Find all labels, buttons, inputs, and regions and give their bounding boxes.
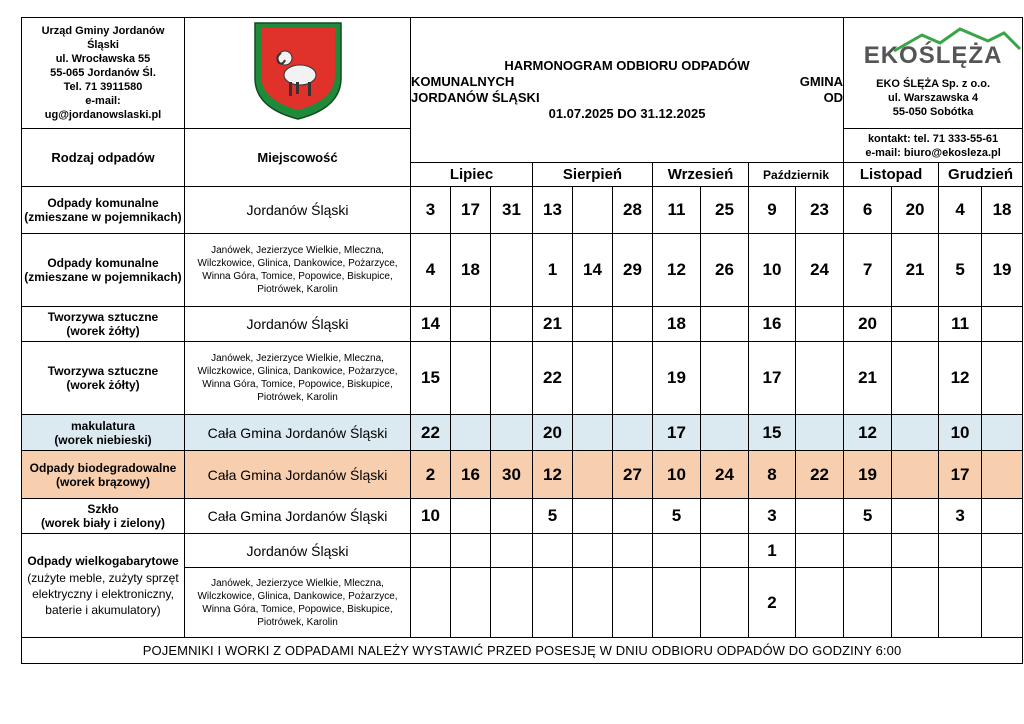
day-cell: 10 [653, 451, 701, 499]
location-cell: Jordanów Śląski [185, 534, 411, 568]
day-cell: 19 [982, 234, 1023, 307]
day-cell [451, 499, 491, 534]
waste-type-label: Odpady wielkogabarytowe [27, 553, 179, 568]
day-cell [573, 307, 613, 342]
day-cell: 18 [982, 187, 1023, 234]
day-cell [892, 499, 939, 534]
day-cell [701, 342, 749, 415]
waste-type-label: makulatura [70, 418, 136, 433]
day-cell [451, 534, 491, 568]
day-cell: 22 [533, 342, 573, 415]
day-cell [613, 499, 653, 534]
day-cell [982, 342, 1023, 415]
day-cell [451, 568, 491, 638]
day-cell: 17 [451, 187, 491, 234]
waste-type-cell [22, 187, 185, 234]
day-cell: 3 [411, 187, 451, 234]
day-cell [982, 415, 1023, 451]
waste-type-label: Odpady komunalne [47, 256, 159, 270]
day-cell: 19 [653, 342, 701, 415]
office-email-label: e-mail: [85, 95, 121, 107]
day-cell: 18 [451, 234, 491, 307]
day-cell: 4 [411, 234, 451, 307]
day-cell [939, 568, 982, 638]
schedule-document [21, 17, 1014, 662]
day-cell: 21 [892, 234, 939, 307]
month-header-pazdziernik: Październik [749, 163, 844, 187]
table-row [22, 307, 1023, 342]
day-cell: 16 [451, 451, 491, 499]
day-cell [796, 415, 844, 451]
location-cell: Jordanów Śląski [185, 187, 411, 234]
location-cell: Cała Gmina Jordanów Śląski [185, 499, 411, 534]
table-row [22, 187, 1023, 234]
day-cell [892, 451, 939, 499]
month-header-sierpien: Sierpień [533, 163, 653, 187]
day-cell [613, 342, 653, 415]
day-cell: 13 [533, 187, 573, 234]
day-cell: 20 [533, 415, 573, 451]
day-cell [533, 568, 573, 638]
day-cell [939, 534, 982, 568]
footer-notice: POJEMNIKI I WORKI Z ODPADAMI NALEŻY WYSTAWIĆ PRZED POSESJĘ W DNIU ODBIORU ODPADÓW DO GODZINY 6:00 [22, 638, 1023, 664]
day-cell: 31 [491, 187, 533, 234]
day-cell: 12 [844, 415, 892, 451]
waste-type-cell [22, 307, 185, 342]
day-cell: 3 [749, 499, 796, 534]
waste-type-cell [22, 534, 185, 638]
day-cell [982, 307, 1023, 342]
day-cell [796, 499, 844, 534]
day-cell [491, 568, 533, 638]
day-cell [844, 568, 892, 638]
company-email: e-mail: biuro@ekosleza.pl [865, 146, 1001, 159]
title-line2-left: KOMUNALNYCH [411, 74, 515, 89]
day-cell [613, 534, 653, 568]
day-cell [573, 534, 613, 568]
title-line3-right: OD [823, 90, 844, 105]
day-cell [451, 307, 491, 342]
day-cell [613, 307, 653, 342]
day-cell: 16 [749, 307, 796, 342]
day-cell: 20 [892, 187, 939, 234]
waste-type-sub: (zmieszane w pojemnikach) [24, 270, 182, 284]
day-cell [892, 568, 939, 638]
office-name-line1: Urząd Gminy Jordanów [41, 25, 165, 37]
day-cell [411, 534, 451, 568]
day-cell: 17 [749, 342, 796, 415]
office-city: 55-065 Jordanów Śl. [50, 67, 156, 79]
day-cell: 21 [844, 342, 892, 415]
location-cell: Cała Gmina Jordanów Śląski [185, 415, 411, 451]
waste-type-cell [22, 234, 185, 307]
day-cell [796, 534, 844, 568]
waste-type-sub: (worek niebieski) [54, 432, 152, 447]
municipal-office-info [22, 18, 185, 129]
day-cell: 9 [749, 187, 796, 234]
day-cell [892, 534, 939, 568]
location-cell: Jordanów Śląski [185, 307, 411, 342]
day-cell: 5 [939, 234, 982, 307]
day-cell [701, 307, 749, 342]
coat-of-arms-icon [252, 20, 344, 122]
day-cell: 21 [533, 307, 573, 342]
coat-of-arms-cell [185, 18, 411, 129]
month-header-listopad: Listopad [844, 163, 939, 187]
day-cell [573, 451, 613, 499]
office-phone: Tel. 71 3911580 [63, 81, 143, 93]
day-cell [573, 342, 613, 415]
table-row [22, 451, 1023, 499]
day-cell: 23 [796, 187, 844, 234]
office-name-line2: Śląski [87, 39, 119, 51]
day-cell [451, 342, 491, 415]
waste-type-label: Szkło [87, 502, 119, 516]
day-cell: 14 [573, 234, 613, 307]
table-row [22, 534, 1023, 568]
day-cell [491, 307, 533, 342]
day-cell: 12 [533, 451, 573, 499]
day-cell: 22 [796, 451, 844, 499]
title-line2-right: GMINA [799, 74, 844, 89]
day-cell [653, 534, 701, 568]
day-cell [491, 342, 533, 415]
day-cell: 14 [411, 307, 451, 342]
day-cell: 26 [701, 234, 749, 307]
title-line3-left: JORDANÓW ŚLĄSKI [411, 90, 540, 105]
day-cell: 11 [653, 187, 701, 234]
day-cell: 1 [749, 534, 796, 568]
day-cell [491, 234, 533, 307]
table-row [22, 234, 1023, 307]
day-cell: 5 [653, 499, 701, 534]
day-cell: 6 [844, 187, 892, 234]
waste-type-sub: (worek żółty) [66, 378, 140, 392]
waste-type-sub: (worek biały i zielony) [40, 516, 166, 530]
day-cell [701, 534, 749, 568]
day-cell: 10 [749, 234, 796, 307]
day-cell [573, 499, 613, 534]
day-cell: 19 [844, 451, 892, 499]
month-header-grudzien: Grudzień [939, 163, 1023, 187]
location-cell: Janówek, Jezierzyce Wielkie, Mleczna, Wilczkowice, Glinica, Dankowice, Pożarzyce, Winna Góra, Tomice, Popowice, Biskupice, Piotrówek, Karolin [185, 234, 411, 307]
waste-type-sub: (zmieszane w pojemnikach) [24, 210, 182, 224]
schedule-table [21, 17, 1023, 664]
day-cell [701, 415, 749, 451]
day-cell [451, 415, 491, 451]
day-cell: 8 [749, 451, 796, 499]
company-phone: kontakt: tel. 71 333-55-61 [867, 132, 999, 145]
day-cell: 20 [844, 307, 892, 342]
day-cell [491, 499, 533, 534]
header-location: Miejscowość [185, 129, 411, 187]
day-cell [796, 342, 844, 415]
location-cell: Janówek, Jezierzyce Wielkie, Mleczna, Wilczkowice, Glinica, Dankowice, Pożarzyce, Winna Góra, Tomice, Popowice, Biskupice, Piotrówek, Karolin [185, 342, 411, 415]
day-cell [982, 568, 1023, 638]
day-cell: 5 [844, 499, 892, 534]
day-cell [892, 307, 939, 342]
waste-type-label: Odpady biodegradowalne (worek brązowy) [29, 460, 177, 489]
day-cell [533, 534, 573, 568]
day-cell: 12 [939, 342, 982, 415]
day-cell: 11 [939, 307, 982, 342]
day-cell: 27 [613, 451, 653, 499]
day-cell [844, 534, 892, 568]
day-cell [982, 451, 1023, 499]
day-cell: 28 [613, 187, 653, 234]
day-cell: 15 [411, 342, 451, 415]
month-header-lipiec: Lipiec [411, 163, 533, 187]
day-cell [796, 568, 844, 638]
day-cell: 30 [491, 451, 533, 499]
title-line1: HARMONOGRAM ODBIORU ODPADÓW [504, 58, 750, 73]
day-cell: 24 [796, 234, 844, 307]
schedule-title [411, 18, 844, 163]
header-waste-type: Rodzaj odpadów [22, 129, 185, 187]
office-email: ug@jordanowslaski.pl [44, 109, 162, 121]
title-date-range: 01.07.2025 DO 31.12.2025 [548, 106, 706, 121]
day-cell: 7 [844, 234, 892, 307]
day-cell: 25 [701, 187, 749, 234]
day-cell: 15 [749, 415, 796, 451]
waste-type-label: Tworzywa sztuczne [47, 364, 159, 378]
day-cell: 2 [749, 568, 796, 638]
day-cell [701, 568, 749, 638]
day-cell [613, 568, 653, 638]
day-cell [491, 534, 533, 568]
day-cell: 17 [939, 451, 982, 499]
month-header-wrzesien: Wrzesień [653, 163, 749, 187]
company-street: ul. Warszawska 4 [888, 92, 979, 104]
day-cell: 17 [653, 415, 701, 451]
day-cell: 5 [533, 499, 573, 534]
day-cell [982, 534, 1023, 568]
company-contact [844, 129, 1023, 163]
day-cell: 29 [613, 234, 653, 307]
waste-type-cell [22, 499, 185, 534]
day-cell: 22 [411, 415, 451, 451]
company-logo-text: EKOŚLĘŻA [863, 42, 1003, 69]
day-cell: 12 [653, 234, 701, 307]
day-cell: 18 [653, 307, 701, 342]
table-row [22, 499, 1023, 534]
day-cell [701, 499, 749, 534]
waste-type-cell [22, 342, 185, 415]
company-city: 55-050 Sobótka [892, 106, 974, 118]
waste-type-label: Odpady komunalne [47, 196, 159, 210]
day-cell: 10 [939, 415, 982, 451]
day-cell [573, 568, 613, 638]
table-row [22, 342, 1023, 415]
waste-type-cell [22, 451, 185, 499]
day-cell [982, 499, 1023, 534]
waste-type-cell [22, 415, 185, 451]
day-cell [653, 568, 701, 638]
day-cell: 1 [533, 234, 573, 307]
company-logo [844, 27, 1022, 77]
day-cell [491, 415, 533, 451]
day-cell [573, 187, 613, 234]
day-cell: 24 [701, 451, 749, 499]
day-cell [411, 568, 451, 638]
waste-type-sub: (zużyte meble, zużyty sprzęt elektryczny i elektroniczny, baterie i akumulatory) [27, 570, 179, 617]
day-cell [573, 415, 613, 451]
company-info [844, 18, 1023, 129]
day-cell [892, 342, 939, 415]
waste-type-label: Tworzywa sztuczne [47, 310, 159, 324]
day-cell [613, 415, 653, 451]
day-cell: 3 [939, 499, 982, 534]
table-row [22, 415, 1023, 451]
day-cell: 10 [411, 499, 451, 534]
day-cell [892, 415, 939, 451]
waste-type-sub: (worek żółty) [66, 324, 140, 338]
day-cell: 4 [939, 187, 982, 234]
office-street: ul. Wrocławska 55 [55, 53, 151, 65]
company-name: EKO ŚLĘŻA Sp. z o.o. [876, 78, 990, 90]
location-cell: Janówek, Jezierzyce Wielkie, Mleczna, Wilczkowice, Glinica, Dankowice, Pożarzyce, Winna Góra, Tomice, Popowice, Biskupice, Piotrówek, Karolin [185, 568, 411, 638]
day-cell [796, 307, 844, 342]
day-cell: 2 [411, 451, 451, 499]
location-cell: Cała Gmina Jordanów Śląski [185, 451, 411, 499]
